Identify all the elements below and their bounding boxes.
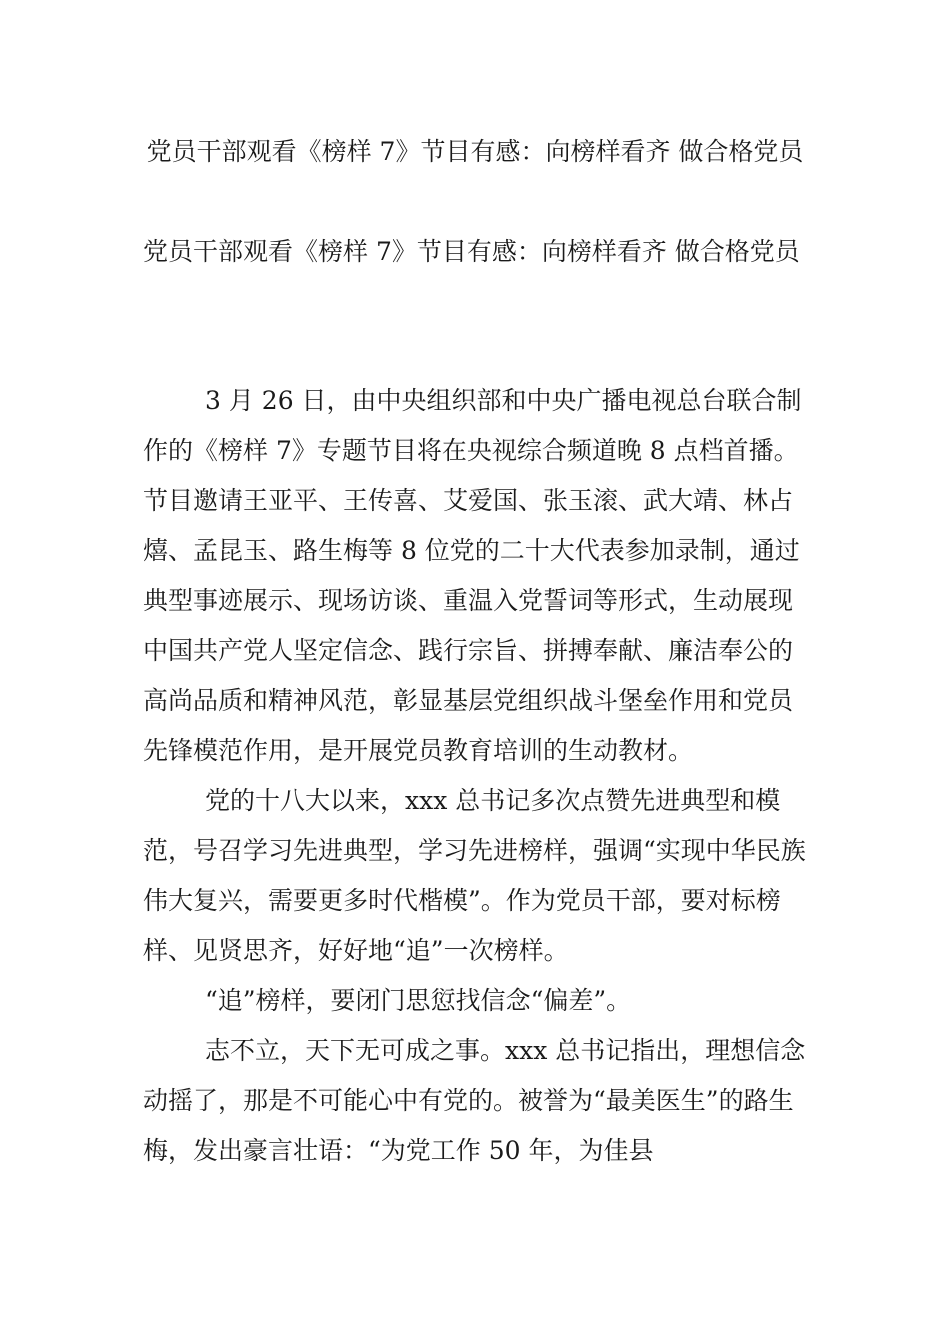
document-title: 党员干部观看《榜样 7》节目有感：向榜样看齐 做合格党员 — [146, 137, 804, 166]
document-body — [143, 376, 813, 1176]
document-subtitle: 党员干部观看《榜样 7》节目有感：向榜样看齐 做合格党员 — [143, 237, 800, 266]
body-paragraph-3: “追”榜样，要闭门思愆找信念“偏差”。 — [205, 986, 632, 1015]
body-paragraph-2: 党的十八大以来，xxx 总书记多次点赞先进典型和模范，号召学习先进典型，学习先进榜样，强调“实现中华民族伟大复兴，需要更多时代楷模”。作为党员干部，要对标榜样、见贤思齐，好好地“追”一次榜样。 — [143, 786, 806, 965]
body-paragraph-4: 志不立，天下无可成之事。xxx 总书记指出，理想信念动摇了，那是不可能心中有党的。被誉为“最美医生”的路生梅，发出豪言壮语：“为党工作 50 年，为佳县 — [143, 1036, 806, 1165]
body-paragraph-1: 3 月 26 日，由中央组织部和中央广播电视总台联合制作的《榜样 7》专题节目将在央视综合频道晚 8 点档首播。节目邀请王亚平、王传喜、艾爱国、张玉滚、武大靖、林占熺、孟昆玉、路生梅等 8 位党的二十大代表参加录制，通过典型事迹展示、现场访谈、重温入党誓词等形式，生动展现中国共产党人坚定信念、践行宗旨、拼搏奉献、廉洁奉公的高尚品质和精神风范，彰显基层党组织战斗堡垒作用和党员先锋模范作用，是开展党员教育培训的生动教材。 — [143, 386, 802, 765]
